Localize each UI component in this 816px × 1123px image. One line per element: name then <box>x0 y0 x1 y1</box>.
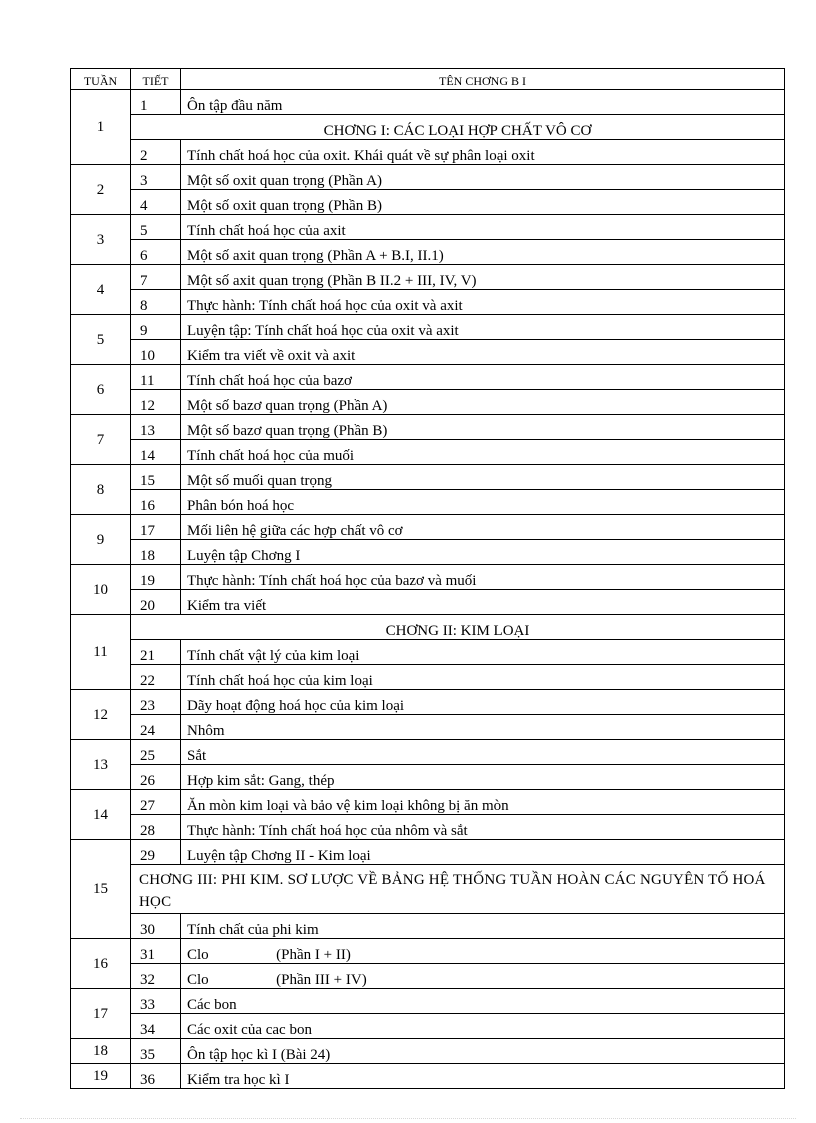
lesson-name-cell: Tính chất hoá học của muối <box>181 440 785 465</box>
table-row <box>71 365 785 390</box>
period-cell: 5 <box>131 215 181 240</box>
week-cell: 3 <box>71 215 131 265</box>
lesson-name-cell: Luyện tập Chơng I <box>181 540 785 565</box>
table-row <box>71 765 785 790</box>
column-header-period: TIẾT <box>131 69 181 90</box>
lesson-name-cell: Clo (Phần III + IV) <box>181 964 785 989</box>
period-cell: 12 <box>131 390 181 415</box>
lesson-name-cell: Các bon <box>181 989 785 1014</box>
period-cell: 11 <box>131 365 181 390</box>
period-cell: 20 <box>131 590 181 615</box>
lesson-name-cell: Ôn tập học kì I (Bài 24) <box>181 1039 785 1064</box>
week-cell: 7 <box>71 415 131 465</box>
week-cell: 9 <box>71 515 131 565</box>
lesson-name-cell: Thực hành: Tính chất hoá học của bazơ và muối <box>181 565 785 590</box>
table-row <box>71 415 785 440</box>
chapter-heading: CHƠNG I: CÁC LOẠI HỢP CHẤT VÔ CƠ <box>131 115 785 140</box>
lesson-name-cell: Luyện tập Chơng II - Kim loại <box>181 840 785 865</box>
period-cell: 26 <box>131 765 181 790</box>
chapter-row <box>71 615 785 640</box>
table-row <box>71 840 785 865</box>
period-cell: 28 <box>131 815 181 840</box>
table-row <box>71 665 785 690</box>
lesson-name-cell: Hợp kim sắt: Gang, thép <box>181 765 785 790</box>
period-cell: 27 <box>131 790 181 815</box>
period-cell: 32 <box>131 964 181 989</box>
lesson-name-cell: Luyện tập: Tính chất hoá học của oxit và axit <box>181 315 785 340</box>
period-cell: 14 <box>131 440 181 465</box>
lesson-name-cell: Thực hành: Tính chất hoá học của oxit và axit <box>181 290 785 315</box>
lesson-name-cell: Ăn mòn kim loại và bảo vệ kim loại không bị ăn mòn <box>181 790 785 815</box>
table-row <box>71 315 785 340</box>
period-cell: 33 <box>131 989 181 1014</box>
period-cell: 17 <box>131 515 181 540</box>
lesson-name-cell: Tính chất hoá học của oxit. Khái quát về sự phân loại oxit <box>181 140 785 165</box>
lesson-name-cell: Clo (Phần I + II) <box>181 939 785 964</box>
period-cell: 7 <box>131 265 181 290</box>
week-cell: 5 <box>71 315 131 365</box>
lesson-name-cell: Một số oxit quan trọng (Phần B) <box>181 190 785 215</box>
lesson-name-cell: Tính chất vật lý của kim loại <box>181 640 785 665</box>
week-cell: 19 <box>71 1064 131 1089</box>
period-cell: 10 <box>131 340 181 365</box>
lesson-name-cell: Một số oxit quan trọng (Phần A) <box>181 165 785 190</box>
lesson-name-cell: Một số axit quan trọng (Phần B II.2 + III, IV, V) <box>181 265 785 290</box>
week-cell: 6 <box>71 365 131 415</box>
lesson-name-cell: Sắt <box>181 740 785 765</box>
week-cell: 2 <box>71 165 131 215</box>
period-cell: 23 <box>131 690 181 715</box>
lesson-name-cell: Ôn tập đầu năm <box>181 90 785 115</box>
table-row <box>71 590 785 615</box>
period-cell: 24 <box>131 715 181 740</box>
period-cell: 4 <box>131 190 181 215</box>
table-row <box>71 265 785 290</box>
week-cell: 8 <box>71 465 131 515</box>
lesson-name-cell: Các oxit của cac bon <box>181 1014 785 1039</box>
table-row <box>71 989 785 1014</box>
table-row <box>71 440 785 465</box>
lesson-name-cell: Kiểm tra viết về oxit và axit <box>181 340 785 365</box>
lesson-name-cell: Một số axit quan trọng (Phần A + B.I, II.1) <box>181 240 785 265</box>
period-cell: 13 <box>131 415 181 440</box>
table-row <box>71 215 785 240</box>
week-cell: 16 <box>71 939 131 989</box>
lesson-name-cell: Một số muối quan trọng <box>181 465 785 490</box>
lesson-name-cell: Kiểm tra viết <box>181 590 785 615</box>
week-cell: 17 <box>71 989 131 1039</box>
table-row <box>71 515 785 540</box>
lesson-name-cell: Một số bazơ quan trọng (Phần B) <box>181 415 785 440</box>
table-row <box>71 565 785 590</box>
lesson-name-cell: Thực hành: Tính chất hoá học của nhôm và sắt <box>181 815 785 840</box>
table-row <box>71 340 785 365</box>
table-row <box>71 1039 785 1064</box>
period-cell: 3 <box>131 165 181 190</box>
page-footer-divider <box>20 1118 796 1119</box>
period-cell: 35 <box>131 1039 181 1064</box>
period-cell: 18 <box>131 540 181 565</box>
week-cell: 18 <box>71 1039 131 1064</box>
table-row <box>71 165 785 190</box>
week-cell: 10 <box>71 565 131 615</box>
table-header-row <box>71 69 785 90</box>
table-row <box>71 640 785 665</box>
table-row <box>71 964 785 989</box>
period-cell: 21 <box>131 640 181 665</box>
table-row <box>71 190 785 215</box>
column-header-lesson-name: TÊN CHƠNG B I <box>181 69 785 90</box>
table-row <box>71 490 785 515</box>
table-row <box>71 740 785 765</box>
chapter-row <box>71 115 785 140</box>
period-cell: 15 <box>131 465 181 490</box>
table-row <box>71 914 785 939</box>
period-cell: 25 <box>131 740 181 765</box>
period-cell: 22 <box>131 665 181 690</box>
week-cell: 15 <box>71 840 131 939</box>
lesson-name-cell: Mối liên hệ giữa các hợp chất vô cơ <box>181 515 785 540</box>
table-row <box>71 790 785 815</box>
period-cell: 36 <box>131 1064 181 1089</box>
lesson-name-cell: Tính chất hoá học của kim loại <box>181 665 785 690</box>
week-cell: 13 <box>71 740 131 790</box>
week-cell: 1 <box>71 90 131 165</box>
table-row <box>71 390 785 415</box>
curriculum-table <box>70 68 785 1089</box>
period-cell: 34 <box>131 1014 181 1039</box>
week-cell: 12 <box>71 690 131 740</box>
period-cell: 1 <box>131 90 181 115</box>
week-cell: 14 <box>71 790 131 840</box>
week-cell: 4 <box>71 265 131 315</box>
lesson-name-cell: Nhôm <box>181 715 785 740</box>
table-row <box>71 1014 785 1039</box>
table-row <box>71 240 785 265</box>
table-row <box>71 1064 785 1089</box>
period-cell: 6 <box>131 240 181 265</box>
table-row <box>71 815 785 840</box>
lesson-name-cell: Phân bón hoá học <box>181 490 785 515</box>
period-cell: 30 <box>131 914 181 939</box>
table-row <box>71 290 785 315</box>
table-row <box>71 690 785 715</box>
chapter-heading: CHƠNG II: KIM LOẠI <box>131 615 785 640</box>
lesson-name-cell: Dãy hoạt động hoá học của kim loại <box>181 690 785 715</box>
period-cell: 8 <box>131 290 181 315</box>
period-cell: 29 <box>131 840 181 865</box>
lesson-name-cell: Tính chất hoá học của bazơ <box>181 365 785 390</box>
week-cell: 11 <box>71 615 131 690</box>
lesson-name-cell: Một số bazơ quan trọng (Phần A) <box>181 390 785 415</box>
lesson-name-cell: Kiểm tra học kì I <box>181 1064 785 1089</box>
table-row <box>71 90 785 115</box>
table-row <box>71 715 785 740</box>
table-row <box>71 140 785 165</box>
lesson-name-cell: Tính chất hoá học của axit <box>181 215 785 240</box>
period-cell: 16 <box>131 490 181 515</box>
chapter-row <box>71 865 785 914</box>
table-row <box>71 939 785 964</box>
period-cell: 31 <box>131 939 181 964</box>
period-cell: 19 <box>131 565 181 590</box>
table-row <box>71 540 785 565</box>
curriculum-document <box>70 68 784 1089</box>
chapter-heading: CHƠNG III: PHI KIM. SƠ LƯỢC VỀ BẢNG HỆ THỐNG TUẦN HOÀN CÁC NGUYÊN TỐ HOÁ HỌC <box>131 865 785 914</box>
column-header-week: TUẦN <box>71 69 131 90</box>
lesson-name-cell: Tính chất của phi kim <box>181 914 785 939</box>
period-cell: 2 <box>131 140 181 165</box>
period-cell: 9 <box>131 315 181 340</box>
table-row <box>71 465 785 490</box>
